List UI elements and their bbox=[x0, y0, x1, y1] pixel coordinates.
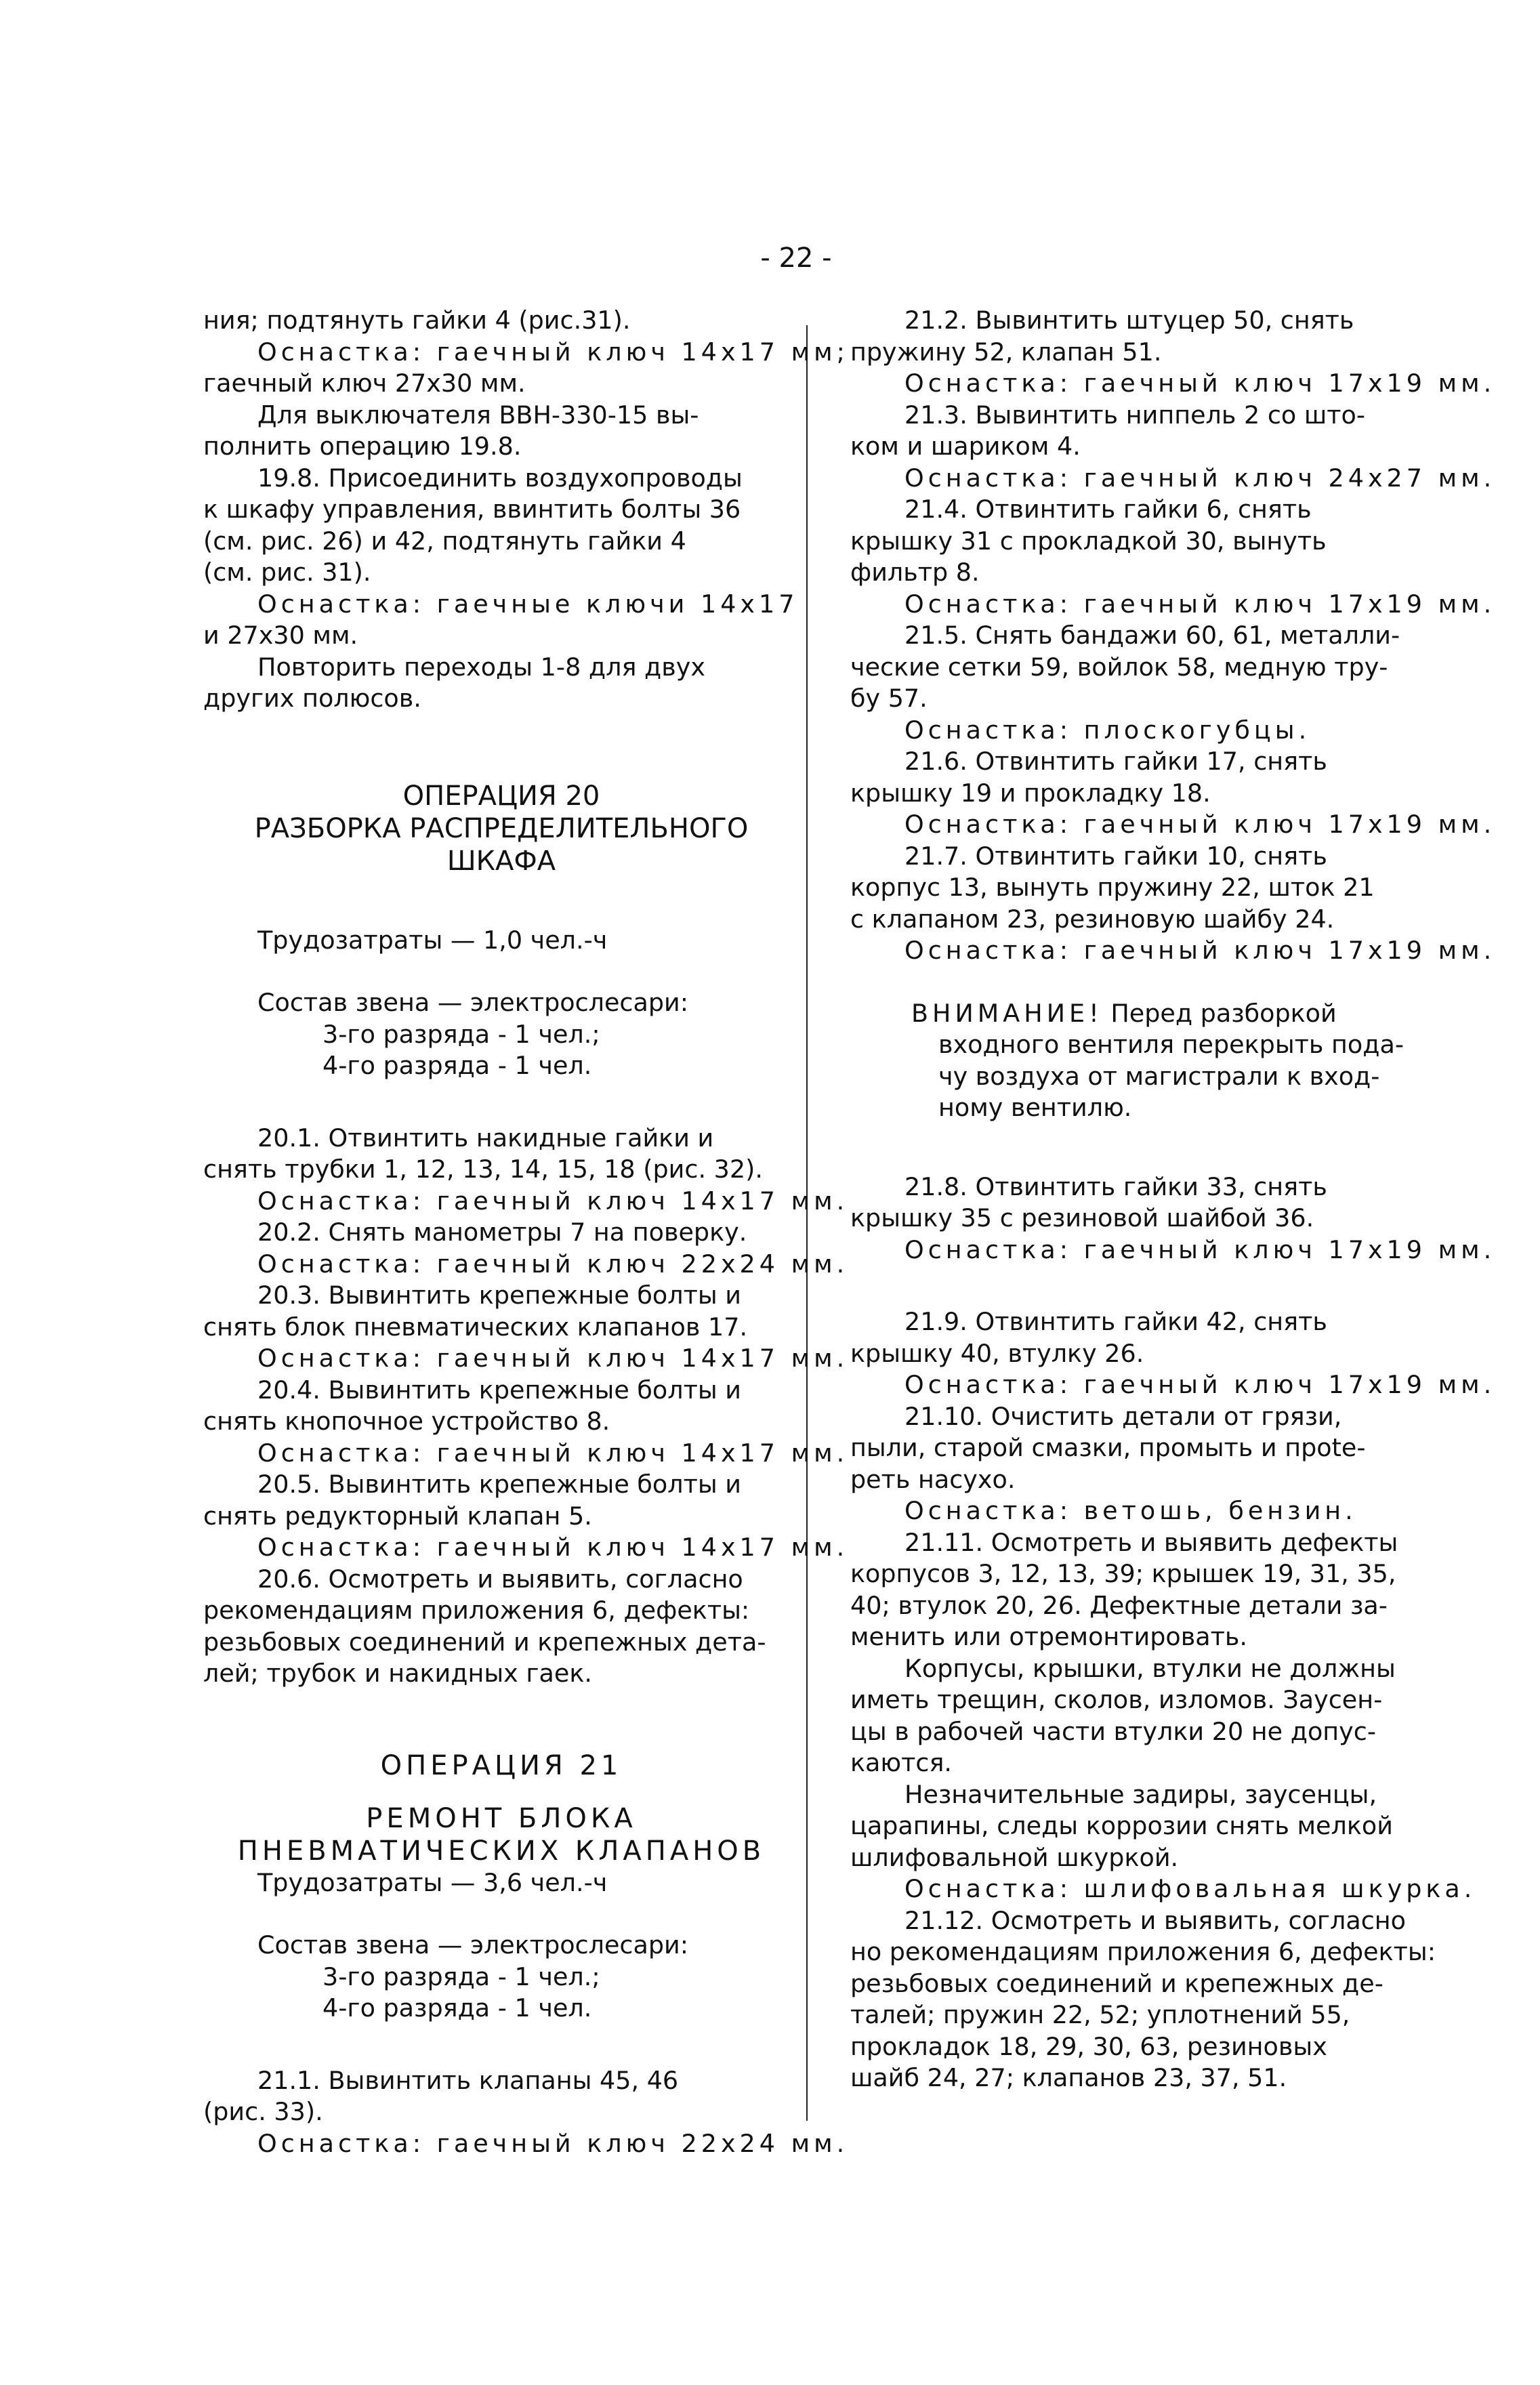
text-line: крышку 40, втулку 26. bbox=[850, 1338, 1144, 1368]
text-line: снять кнопочное устройство 8. bbox=[203, 1407, 610, 1436]
crew-line: 3-го разряда - 1 чел.; bbox=[322, 1962, 600, 1991]
column-divider bbox=[806, 325, 808, 2121]
text-line: шайб 24, 27; клапанов 23, 37, 51. bbox=[850, 2063, 1287, 2092]
text-line: рекомендациям приложения 6, дефекты: bbox=[203, 1596, 750, 1625]
operation-21-crew bbox=[203, 1930, 799, 2025]
warning-first-line bbox=[911, 998, 1433, 1030]
operation-21-heading bbox=[203, 1749, 799, 1867]
right-text-block-a bbox=[850, 305, 1496, 967]
warning-line: чу воздуха от магистрали к вход- bbox=[938, 1061, 1380, 1091]
text-line: (рис. 33). bbox=[203, 2097, 323, 2126]
text-line: талей; пружин 22, 52; уплотнений 55, bbox=[850, 2000, 1350, 2029]
text-line: Оснастка: гаечный ключ 17х19 мм. bbox=[904, 1370, 1496, 1399]
text-line: 21.3. Вывинтить ниппель 2 со што- bbox=[904, 400, 1365, 430]
text-line: Повторить переходы 1-8 для двух bbox=[257, 652, 705, 682]
operation-20-crew bbox=[203, 987, 799, 1082]
left-column bbox=[203, 305, 849, 2159]
text-line: снять блок пневматических клапанов 17. bbox=[203, 1312, 748, 1342]
text-line: Оснастка: гаечный ключ 17х19 мм. bbox=[904, 589, 1496, 619]
text-line: гаечный ключ 27х30 мм. bbox=[203, 369, 526, 398]
heading-line: РЕМОНТ БЛОКА bbox=[366, 1802, 637, 1834]
crew-line: Состав звена — электрослесари: bbox=[257, 1930, 689, 1959]
text-line: с клапаном 23, резиновую шайбу 24. bbox=[850, 904, 1335, 934]
text-line: крышку 31 с прокладкой 30, вынуть bbox=[850, 526, 1327, 556]
warning-label: ВНИМАНИЕ! bbox=[911, 998, 1103, 1028]
text-line: Незначительные задиры, заусенцы, bbox=[904, 1779, 1377, 1809]
text-line: Оснастка: гаечный ключ 22х24 мм. bbox=[257, 1249, 849, 1279]
text-line: 21.4. Отвинтить гайки 6, снять bbox=[904, 495, 1312, 524]
text-line: реть насухо. bbox=[850, 1464, 1016, 1494]
right-column bbox=[850, 305, 1496, 2094]
text-line: 21.11. Осмотреть и выявить дефекты bbox=[904, 1527, 1398, 1557]
operation-20-heading bbox=[203, 780, 799, 877]
text-line: бу 57. bbox=[850, 684, 928, 713]
right-text-block-c bbox=[850, 1306, 1496, 2094]
text-line: ния; подтянуть гайки 4 (рис.31). bbox=[203, 306, 631, 335]
text-line: крышку 19 и прокладку 18. bbox=[850, 778, 1211, 808]
text-line: 40; втулок 20, 26. Дефектные детали за- bbox=[850, 1590, 1388, 1620]
text-line: 21.8. Отвинтить гайки 33, снять bbox=[904, 1171, 1327, 1201]
heading-line: ОПЕРАЦИЯ 21 bbox=[380, 1749, 623, 1781]
text-line: ческие сетки 59, войлок 58, медную тру- bbox=[850, 652, 1388, 682]
heading-line: РАЗБОРКА РАСПРЕДЕЛИТЕЛЬНОГО bbox=[254, 812, 749, 844]
text-line: 20.1. Отвинтить накидные гайки и bbox=[257, 1123, 714, 1153]
text-line: цы в рабочей части втулки 20 не допус- bbox=[850, 1716, 1376, 1746]
text-line: 21.6. Отвинтить гайки 17, снять bbox=[904, 747, 1327, 776]
text-line: Оснастка: ветошь, бензин. bbox=[904, 1496, 1357, 1525]
text-line: Оснастка: гаечный ключ 17х19 мм. bbox=[904, 810, 1496, 839]
left-text-block-a bbox=[203, 305, 849, 715]
text-line: Оснастка: гаечный ключ 24х27 мм. bbox=[904, 463, 1496, 493]
text-line: 20.5. Вывинтить крепежные болты и bbox=[257, 1470, 741, 1499]
text-line: иметь трещин, сколов, изломов. Заусен- bbox=[850, 1685, 1383, 1714]
warning-line: входного вентиля перекрыть пода- bbox=[938, 1030, 1404, 1059]
text-line: 20.4. Вывинтить крепежные болты и bbox=[257, 1375, 741, 1405]
text-line: Оснастка: гаечный ключ 22х24 мм. bbox=[257, 2128, 849, 2158]
text-line: Оснастка: гаечный ключ 14х17 мм; bbox=[257, 337, 849, 367]
text-line: каются. bbox=[850, 1748, 953, 1777]
text-line: полнить операцию 19.8. bbox=[203, 432, 522, 461]
text-line: Корпусы, крышки, втулки не должны bbox=[904, 1653, 1396, 1683]
text-line: лей; трубок и накидных гаек. bbox=[203, 1659, 593, 1688]
text-line: 21.1. Вывинтить клапаны 45, 46 bbox=[257, 2065, 679, 2095]
page-number: - 22 - bbox=[760, 243, 832, 274]
text-line: 21.9. Отвинтить гайки 42, снять bbox=[904, 1307, 1327, 1336]
text-line: резьбовых соединений и крепежных дета- bbox=[203, 1627, 766, 1657]
text-line: (см. рис. 31). bbox=[203, 558, 371, 587]
text-line: резьбовых соединений и крепежных де- bbox=[850, 1968, 1383, 1998]
text-line: корпусов 3, 12, 13, 39; крышек 19, 31, 35, bbox=[850, 1559, 1396, 1588]
text-line: 21.12. Осмотреть и выявить, согласно bbox=[904, 1905, 1406, 1935]
warning-line: ному вентилю. bbox=[938, 1093, 1132, 1122]
text-line: фильтр 8. bbox=[850, 558, 980, 587]
text-line: Оснастка: гаечный ключ 14х17 мм. bbox=[257, 1533, 849, 1562]
text-line: крышку 35 с резиновой шайбой 36. bbox=[850, 1203, 1314, 1232]
text-line: пыли, старой смазки, промыть и прote- bbox=[850, 1433, 1366, 1462]
text-line: корпус 13, вынуть пружину 22, шток 21 bbox=[850, 873, 1375, 902]
text-line: Оснастка: гаечные ключи 14х17 bbox=[257, 589, 799, 619]
operation-21-labor: Трудозатраты — 3,6 чел.-ч bbox=[257, 1867, 608, 1897]
crew-line: 4-го разряда - 1 чел. bbox=[322, 1051, 592, 1080]
warning-text: Перед разборкой bbox=[1110, 998, 1337, 1028]
text-line: пружину 52, клапан 51. bbox=[850, 337, 1162, 367]
text-line: 20.3. Вывинтить крепежные болты и bbox=[257, 1281, 741, 1310]
text-line: 21.5. Снять бандажи 60, 61, металли- bbox=[904, 621, 1400, 650]
operation-20-labor: Трудозатраты — 1,0 чел.-ч bbox=[257, 925, 608, 955]
text-line: Оснастка: шлифовальная шкурка. bbox=[904, 1874, 1476, 1903]
text-line: Оснастка: гаечный ключ 17х19 мм. bbox=[904, 936, 1496, 965]
text-line: Для выключателя ВВН-330-15 вы- bbox=[257, 400, 699, 430]
text-line: 21.2. Вывинтить штуцер 50, снять bbox=[904, 306, 1354, 335]
text-line: (см. рис. 26) и 42, подтянуть гайки 4 bbox=[203, 526, 686, 556]
text-line: Оснастка: плоскогубцы. bbox=[904, 715, 1311, 745]
right-text-block-b bbox=[850, 1171, 1496, 1266]
operation-20-steps bbox=[203, 1123, 849, 1690]
text-line: снять редукторный клапан 5. bbox=[203, 1501, 592, 1531]
text-line: 19.8. Присоединить воздухопроводы bbox=[257, 463, 743, 493]
text-line: царапины, следы коррозии снять мелкой bbox=[850, 1811, 1393, 1840]
crew-line: 3-го разряда - 1 чел.; bbox=[322, 1019, 600, 1049]
warning-note bbox=[850, 998, 1433, 1124]
text-line: к шкафу управления, ввинтить болты 36 bbox=[203, 495, 741, 524]
text-line: Оснастка: гаечный ключ 14х17 мм. bbox=[257, 1186, 849, 1216]
crew-line: 4-го разряда - 1 чел. bbox=[322, 1993, 592, 2023]
text-line: Оснастка: гаечный ключ 17х19 мм. bbox=[904, 369, 1496, 398]
text-line: 20.2. Снять манометры 7 на поверку. bbox=[257, 1218, 747, 1247]
text-line: Оснастка: гаечный ключ 17х19 мм. bbox=[904, 1235, 1496, 1264]
heading-line: ШКАФА bbox=[446, 845, 556, 877]
text-line: прокладок 18, 29, 30, 63, резиновых bbox=[850, 2031, 1327, 2061]
text-line: 21.7. Отвинтить гайки 10, снять bbox=[904, 841, 1327, 871]
text-line: 21.10. Очистить детали от грязи, bbox=[904, 1401, 1342, 1431]
text-line: Оснастка: гаечный ключ 14х17 мм. bbox=[257, 1438, 849, 1468]
text-line: 20.6. Осмотреть и выявить, согласно bbox=[257, 1564, 743, 1594]
text-line: снять трубки 1, 12, 13, 14, 15, 18 (рис. 32). bbox=[203, 1155, 763, 1184]
crew-line: Состав звена — электрослесари: bbox=[257, 988, 689, 1017]
heading-line: ОПЕРАЦИЯ 20 bbox=[402, 780, 600, 812]
text-line: шлифовальной шкуркой. bbox=[850, 1842, 1179, 1872]
text-line: других полюсов. bbox=[203, 684, 421, 713]
heading-line: ПНЕВМАТИЧЕСКИХ КЛАПАНОВ bbox=[237, 1835, 766, 1867]
text-line: и 27х30 мм. bbox=[203, 621, 358, 650]
text-line: менить или отремонтировать. bbox=[850, 1622, 1248, 1651]
text-line: но рекомендациям приложения 6, дефекты: bbox=[850, 1937, 1436, 1966]
text-line: ком и шариком 4. bbox=[850, 432, 1081, 461]
text-line: Оснастка: гаечный ключ 14х17 мм. bbox=[257, 1344, 849, 1373]
operation-21-steps bbox=[203, 2065, 849, 2160]
